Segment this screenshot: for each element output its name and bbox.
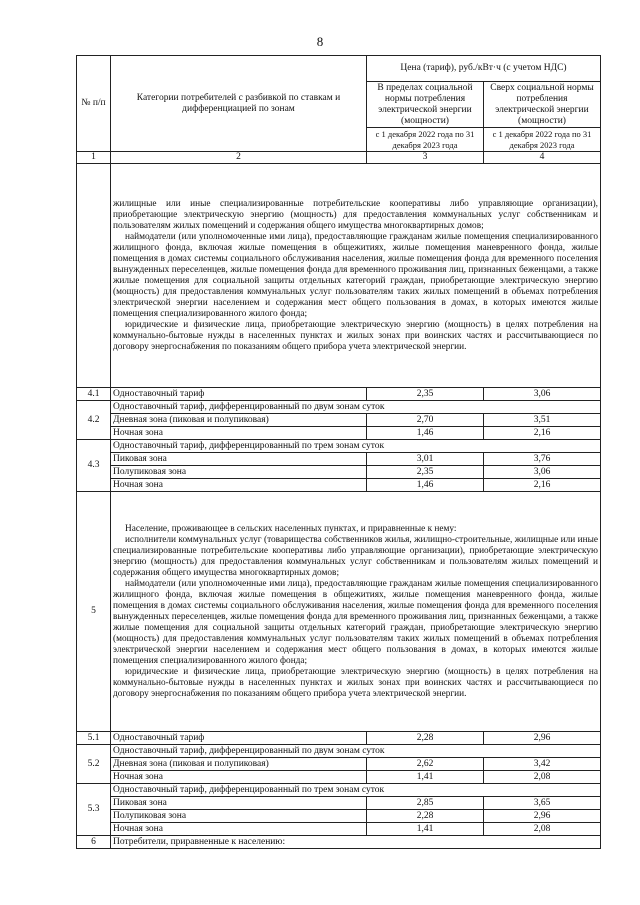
block4-text xyxy=(111,164,601,388)
table-row xyxy=(77,836,601,849)
row-num: 4.1 xyxy=(77,388,111,401)
header-period-above: с 1 декабря 2022 года по 31 декабря 2023 года xyxy=(484,128,601,152)
price-within: 1,46 xyxy=(367,427,484,440)
header-category: Категории потребителей с разбивкой по ставкам и дифференциацией по зонам xyxy=(111,56,367,152)
table-row xyxy=(77,453,601,466)
price-within: 2,35 xyxy=(367,388,484,401)
row-label: Одноставочный тариф, дифференцированный по двум зонам суток xyxy=(111,401,601,414)
block5-para: юридические и физические лица, приобретающие электрическую энергию (мощность) в целях потребления на коммунально-бытовые нужды в населенных пунктах и жилых зонах при воинских частях и рассчитывающиеся по договору энергоснабжения по показаниям общего прибора учета электрической энергии. xyxy=(113,666,598,699)
header-within-norm: В пределах социальной нормы потребления электрической энергии (мощности) xyxy=(367,82,484,128)
zone-label: Дневная зона (пиковая и полупиковая) xyxy=(111,414,367,427)
block5-text xyxy=(111,492,601,732)
price-above: 3,65 xyxy=(484,797,601,810)
price-above: 2,16 xyxy=(484,427,601,440)
table-row xyxy=(77,784,601,797)
zone-label: Ночная зона xyxy=(111,771,367,784)
table-row xyxy=(77,414,601,427)
block5-para: Население, проживающее в сельских населенных пунктах, и приравненные к нему: xyxy=(125,523,457,534)
block4-para: жилищные или иные специализированные потребительские кооперативы либо управляющие организации), приобретающие электрическую энергию (мощность) для предоставления коммунальных услуг собственникам и пользователям жилых помещений и содержания общего имущества многоквартирных домов; xyxy=(113,198,598,231)
row-num: 6 xyxy=(77,836,111,849)
price-within: 1,46 xyxy=(367,479,484,492)
price-within: 2,62 xyxy=(367,758,484,771)
page-number: 8 xyxy=(316,34,324,49)
table-row xyxy=(77,479,601,492)
price-above: 3,76 xyxy=(484,453,601,466)
row-num: 4.2 xyxy=(77,401,111,440)
price-above: 2,08 xyxy=(484,823,601,836)
header-num: № п/п xyxy=(77,56,111,152)
price-above: 2,96 xyxy=(484,810,601,823)
tariff-table xyxy=(76,55,601,849)
price-within: 1,41 xyxy=(367,823,484,836)
row-num: 4.3 xyxy=(77,440,111,492)
row-label: Одноставочный тариф, дифференцированный по двум зонам суток xyxy=(111,745,601,758)
price-within: 1,41 xyxy=(367,771,484,784)
zone-label: Ночная зона xyxy=(111,427,367,440)
zone-label: Ночная зона xyxy=(111,479,367,492)
table-row xyxy=(77,771,601,784)
block4-para: наймодатели (или уполномоченные ими лица), предоставляющие гражданам жилые помещения специализированного жилищного фонда, включая жилые помещения в общежитиях, жилые помещения маневренного фонда, жилые помещения в домах системы социального обслуживания населения, жилые помещения фонда для временного поселения вынужденных переселенцев, жилые помещения фонда для временного проживания лиц, признанных беженцами, а также жилые помещения для социальной защиты отдельных категорий граждан, приобретающие электрическую энергию (мощность) для предоставления коммунальных услуг пользователям таких жилых помещений в объемах потребления электрической энергии населением и содержания мест общего пользования в домах, в которых имеются жилые помещения специализированного жилого фонда; xyxy=(113,231,598,319)
block5-para: наймодатели (или уполномоченные ими лица), предоставляющие гражданам жилые помещения специализированного жилищного фонда, включая жилые помещения в общежитиях, жилые помещения маневренного фонда, жилые помещения в домах системы социального обслуживания населения, жилые помещения фонда для временного поселения вынужденных переселенцев, жилые помещения фонда для временного проживания лиц, признанных беженцами, а также жилые помещения для социальной защиты отдельных категорий граждан, приобретающие электрическую энергию (мощность) для предоставления коммунальных услуг пользователям таких жилых помещений в объемах потребления электрической энергии населением и содержания мест общего пользования в домах, в которых имеются жилые помещения специализированного жилого фонда; xyxy=(113,578,598,666)
table-row xyxy=(77,797,601,810)
price-above: 2,08 xyxy=(484,771,601,784)
table-row xyxy=(77,810,601,823)
col-index-2: 2 xyxy=(111,152,367,164)
row-label: Одноставочный тариф xyxy=(111,732,367,745)
price-within: 2,28 xyxy=(367,732,484,745)
price-within: 2,70 xyxy=(367,414,484,427)
zone-label: Пиковая зона xyxy=(111,797,367,810)
price-above: 3,51 xyxy=(484,414,601,427)
price-within: 3,01 xyxy=(367,453,484,466)
price-within: 2,85 xyxy=(367,797,484,810)
row-num: 5.2 xyxy=(77,745,111,784)
table-row xyxy=(77,732,601,745)
zone-label: Дневная зона (пиковая и полупиковая) xyxy=(111,758,367,771)
col-index-3: 3 xyxy=(367,152,484,164)
block5-num: 5 xyxy=(77,492,111,732)
col-index-4: 4 xyxy=(484,152,601,164)
block4-para: юридические и физические лица, приобретающие электрическую энергию (мощность) в целях потребления на коммунально-бытовые нужды в населенных пунктах и жилых зонах при воинских частях и рассчитывающиеся по договору энергоснабжения по показаниям общего прибора учета электрической энергии. xyxy=(113,319,598,352)
price-above: 3,06 xyxy=(484,388,601,401)
price-above: 3,42 xyxy=(484,758,601,771)
row-label: Одноставочный тариф, дифференцированный по трем зонам суток xyxy=(111,440,601,453)
table-row xyxy=(77,758,601,771)
zone-label: Полупиковая зона xyxy=(111,466,367,479)
table-row xyxy=(77,427,601,440)
row-label: Потребители, приравненные к населению: xyxy=(111,836,601,849)
table-row xyxy=(77,388,601,401)
table-row xyxy=(77,401,601,414)
price-above: 2,96 xyxy=(484,732,601,745)
price-above: 3,06 xyxy=(484,466,601,479)
block4-num xyxy=(77,164,111,388)
row-label: Одноставочный тариф xyxy=(111,388,367,401)
zone-label: Ночная зона xyxy=(111,823,367,836)
header-price: Цена (тариф), руб./кВт·ч (с учетом НДС) xyxy=(367,56,601,82)
table-row xyxy=(77,440,601,453)
zone-label: Полупиковая зона xyxy=(111,810,367,823)
price-within: 2,35 xyxy=(367,466,484,479)
row-num: 5.3 xyxy=(77,784,111,836)
table-row xyxy=(77,466,601,479)
row-num: 5.1 xyxy=(77,732,111,745)
block5-para: исполнители коммунальных услуг (товарищества собственников жилья, жилищно-строительные, жилищные или иные специализированные потребительские кооперативы либо управляющие организации), приобретающие электрическую энергию (мощность) для предоставления коммунальных услуг собственникам и пользователям жилых помещений и содержания общего имущества многоквартирных домов; xyxy=(113,534,598,578)
col-index-1: 1 xyxy=(77,152,111,164)
zone-label: Пиковая зона xyxy=(111,453,367,466)
row-label: Одноставочный тариф, дифференцированный по трем зонам суток xyxy=(111,784,601,797)
header-period-within: с 1 декабря 2022 года по 31 декабря 2023 года xyxy=(367,128,484,152)
table-row xyxy=(77,745,601,758)
header-above-norm: Сверх социальной нормы потребления электрической энергии (мощности) xyxy=(484,82,601,128)
price-above: 2,16 xyxy=(484,479,601,492)
price-within: 2,28 xyxy=(367,810,484,823)
table-row xyxy=(77,823,601,836)
